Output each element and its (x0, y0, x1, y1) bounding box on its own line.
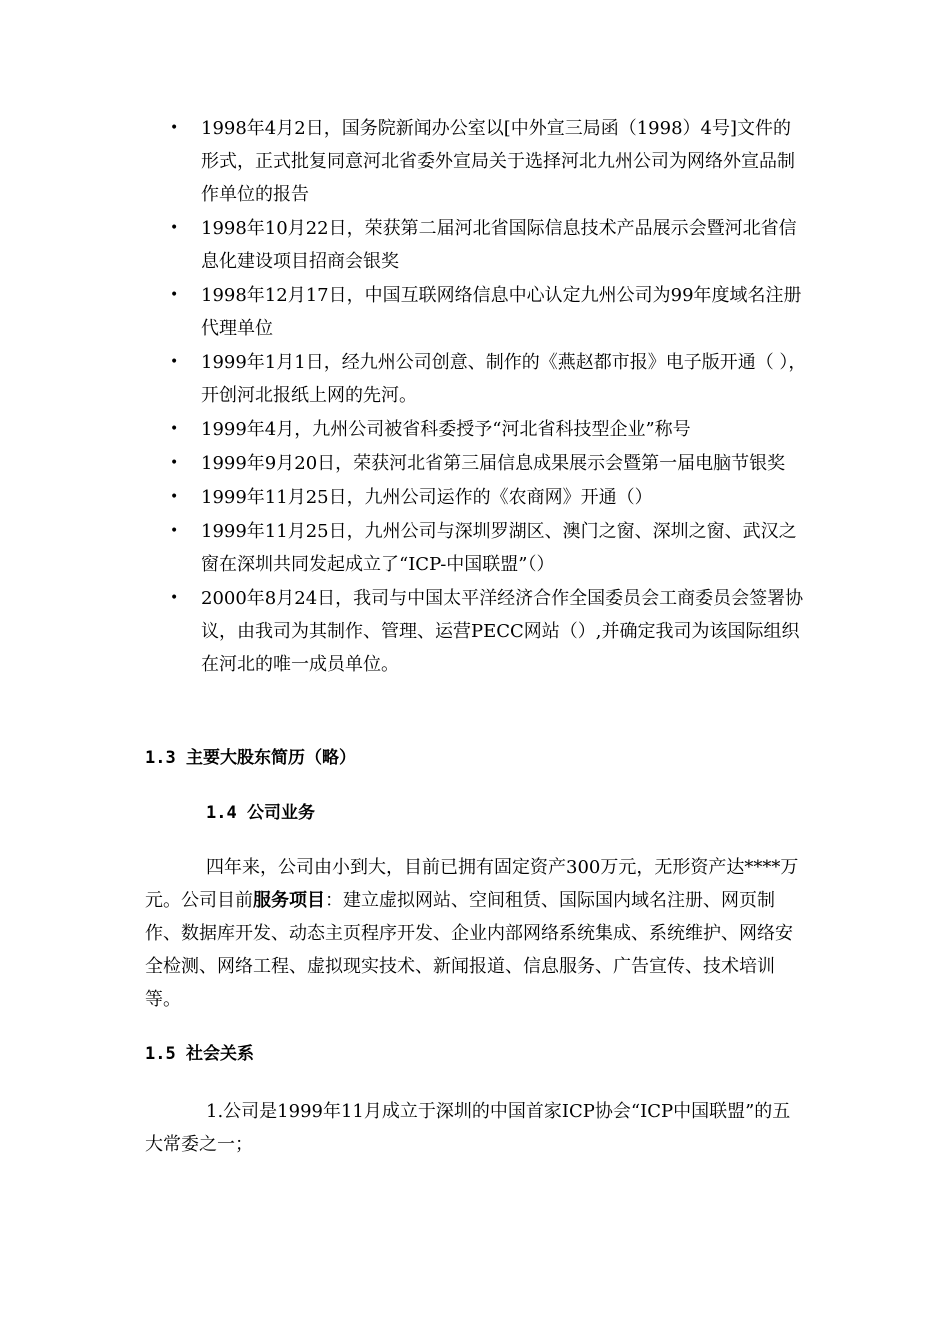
list-item (168, 481, 808, 514)
business-text-services: ：建立虚拟网站、空间租赁、国际国内域名注册、网页制作、数据库开发、动态主页程序开发、企业内部网络系统集成、系统维护、网络安全检测、网络工程、虚拟现实技术、新闻报道、信息服务、广告宣传、技术培训等。 (145, 890, 793, 1010)
list-item (168, 212, 808, 278)
milestone-text: 1998年4月2日，国务院新闻办公室以[中外宣三局函（1998）4号]文件的形式，正式批复同意河北省委外宣局关于选择河北九州公司为网络外宣品制作单位的报告 (201, 118, 795, 205)
milestone-text: 1999年11月25日，九州公司与深圳罗湖区、澳门之窗、深圳之窗、武汉之窗在深圳共同发起成立了“ICP-中国联盟”（） (201, 521, 797, 575)
bullet-icon: • (170, 120, 179, 136)
milestone-text: 1998年12月17日，中国互联网络信息中心认定九州公司为99年度域名注册代理单位 (201, 285, 802, 339)
section-heading-social-relations: 1.5 社会关系 (145, 1044, 254, 1064)
milestone-list (168, 112, 808, 682)
milestone-text: 1999年9月20日，荣获河北省第三届信息成果展示会暨第一届电脑节银奖 (201, 453, 786, 474)
bullet-icon: • (170, 489, 179, 505)
bullet-icon: • (170, 287, 179, 303)
bullet-icon: • (170, 455, 179, 471)
section-heading-shareholders: 1.3 主要大股东简历（略） (145, 748, 356, 768)
milestone-text: 2000年8月24日，我司与中国太平洋经济合作全国委员会工商委员会签署协议，由我司为其制作、管理、运营PECC网站（）,并确定我司为该国际组织在河北的唯一成员单位。 (201, 588, 804, 675)
milestone-text: 1999年4月，九州公司被省科委授予“河北省科技型企业”称号 (201, 419, 691, 440)
bullet-icon: • (170, 421, 179, 437)
social-relations-item: 1.公司是1999年11月成立于深圳的中国首家ICP协会“ICP中国联盟”的五大常委之一； (145, 1101, 791, 1155)
bullet-icon: • (170, 354, 179, 370)
bullet-icon: • (170, 523, 179, 539)
list-item (168, 346, 808, 412)
list-item (168, 582, 808, 681)
section-heading-business: 1.4 公司业务 (206, 803, 315, 823)
bullet-icon: • (170, 590, 179, 606)
services-label: 服务项目 (253, 890, 325, 911)
list-item (168, 447, 808, 480)
list-item (168, 515, 808, 581)
milestone-text: 1999年11月25日，九州公司运作的《农商网》开通（） (201, 487, 653, 508)
business-text-intro: 四年来，公司由小到大，目前已拥有固定资产300万元，无形资产达****万元。公司目前 (145, 857, 799, 911)
milestone-text: 1999年1月1日，经九州公司创意、制作的《燕赵都市报》电子版开通（ ），开创河北报纸上网的先河。 (201, 352, 807, 406)
business-paragraph (145, 851, 805, 1016)
bullet-icon: • (170, 220, 179, 236)
milestone-text: 1998年10月22日，荣获第二届河北省国际信息技术产品展示会暨河北省信息化建设项目招商会银奖 (201, 218, 797, 272)
list-item (168, 112, 808, 211)
list-item (168, 413, 808, 446)
list-item (168, 279, 808, 345)
